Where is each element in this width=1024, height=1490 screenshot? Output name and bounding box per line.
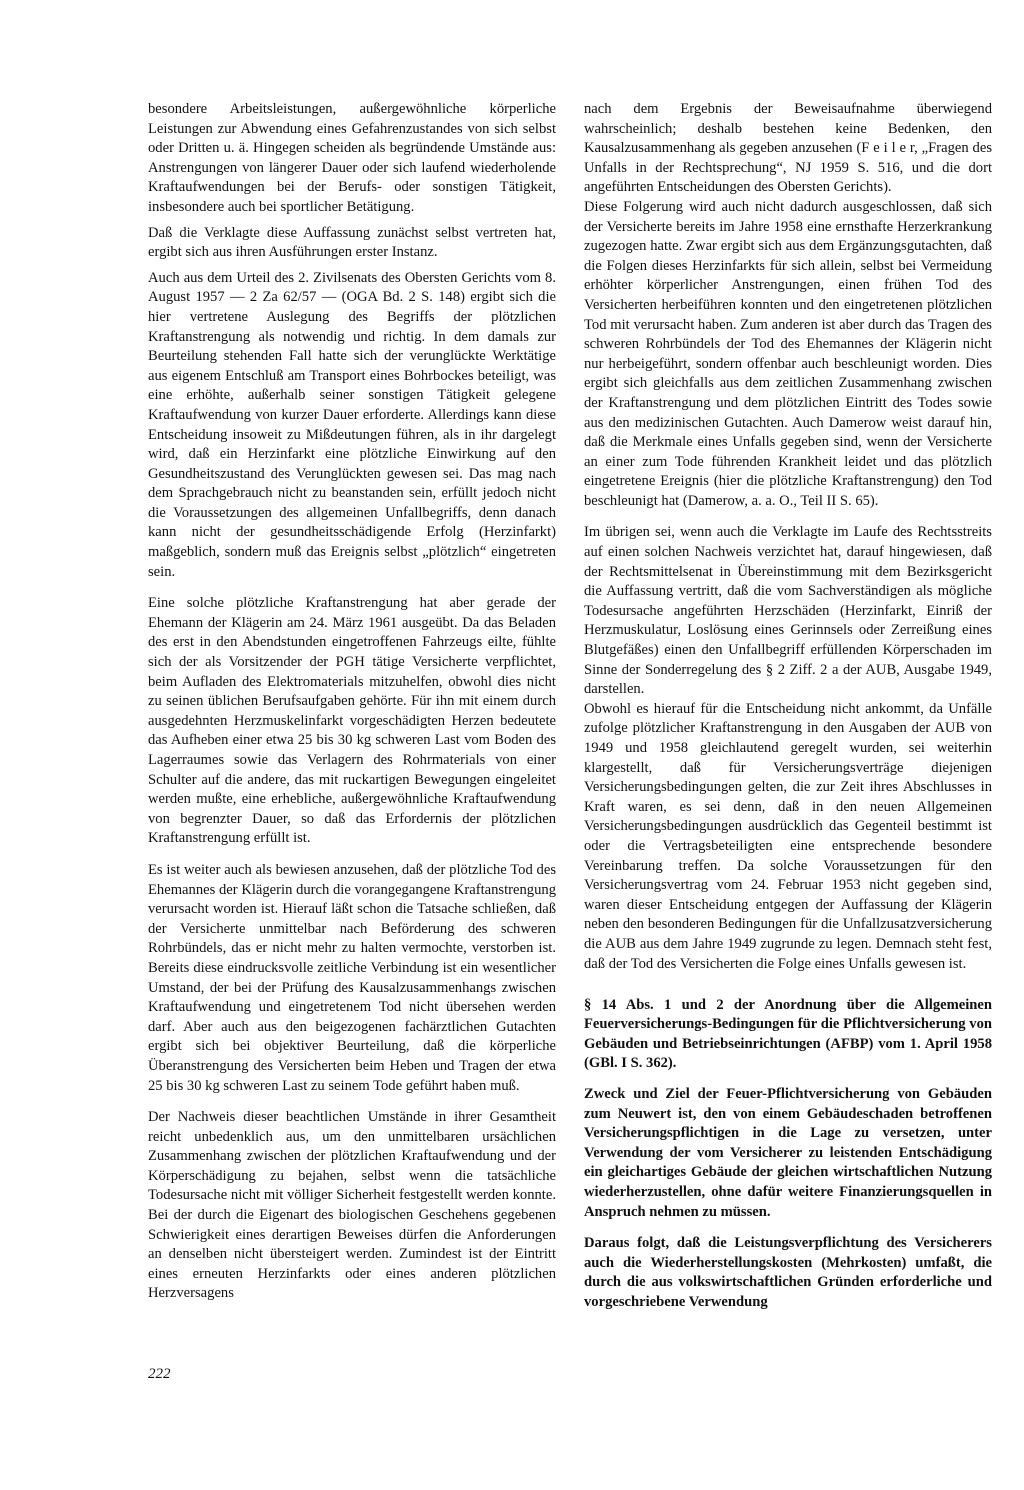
paragraph: Eine solche plötzliche Kraftanstrengung hat aber gerade der Ehemann der Klägerin am 24. März 1961 ausgeübt. Da das Beladen des erst in den Abendstunden eingetroffenen Fahrzeugs eilte, fühlte sich der als Vorsitzender der PGH tätige Versicherte verpflichtet, beim Aufladen des Elektromaterials mitzuhelfen, obwohl dies nicht zu seinen üblichen Berufsaufgaben gehörte. Für ihn mit einem durch ausgedehnten Herzmuskelinfarkt vorgeschädigten Herzen bedeutete das Aufheben einer etwa 25 bis 30 kg schweren Last vom Boden des Lagerraumes sowie das Verlagern des Rohrmaterials von einer Schulter auf die andere, das mit ruckartigen Bewegungen eingeleitet werden mußte, eine erhebliche, außergewöhnliche Kraftaufwendung von begrenzter Dauer, so daß das Erfordernis der plötzlichen Kraftanstrengung erfüllt ist. xyxy=(148,595,556,847)
paragraph: Auch aus dem Urteil des 2. Zivilsenats des Obersten Gerichts vom 8. August 1957 — 2 Za 62/57 — (OGA Bd. 2 S. 148) ergibt sich die hier vertretene Auslegung des Begriffs der plötzlichen Kraftanstrengung als notwendig und richtig. In dem damals zur Beurteilung stehenden Fall hatte sich der verunglückte Werktätige aus eigenem Entschluß am Transport eines Bohrbockes beteiligt, was eine erhöhte, außerhalb seiner sonstigen Tätigkeit gelegene Kraftaufwendung von kurzer Dauer erforderte. Allerdings kann diese Entscheidung insoweit zu Mißdeutungen führen, als in ihr dargelegt wird, daß ein Herzinfarkt eine plötzliche Einwirkung auf den Gesundheitszustand des Verunglückten gewesen sei. Das mag nach dem Sprachgebrauch nicht zu beanstanden sein, erfüllt jedoch nicht die Voraussetzungen des allgemeinen Unfallbegriffs, denn danach kann nicht der gesundheitsschädigende Erfolg (Herzinfarkt) maßgeblich, sondern muß das Ereignis selbst „plötzlich“ eingetreten sein. xyxy=(148,269,556,580)
section-heading: § 14 Abs. 1 und 2 der Anordnung über die Allgemeinen Feuerversicherungs-Bedingungen für die Pflichtversicherung von Gebäuden und Betriebseinrichtungen (AFBP) vom 1. April 1958 (GBl. I S. 362). xyxy=(584,997,992,1071)
page-number: 222 xyxy=(148,1366,171,1382)
paragraph: nach dem Ergebnis der Beweisaufnahme überwiegend wahrscheinlich; deshalb bestehen keine Bedenken, den Kausalzusammenhang als gegeben anzusehen (F e i l e r, „Fragen des Unfalls in der Rechtsprechung“, NJ 1959 S. 516, und die dort angeführten Entscheidungen des Obersten Gerichts). xyxy=(584,101,992,196)
paragraph: Obwohl es hierauf für die Entscheidung nicht ankommt, da Unfälle zufolge plötzlicher Kraftanstrengung in den Ausgaben der AUB von 1949 und 1958 gleichlautend geregelt wurden, sei weiterhin klargestellt, daß für Versicherungsverträge diejenigen Versicherungsbedingungen gelten, die zur Zeit ihres Abschlusses in Kraft waren, es sei denn, daß in den neuen Allgemeinen Versicherungsbedingungen ausdrücklich das Gegenteil bestimmt ist oder die Vertragsbeteiligten eine entsprechende besondere Vereinbarung treffen. Da solche Voraussetzungen für den Versicherungsvertrag vom 24. Februar 1953 nicht gegeben sind, waren dieser Entscheidung entgegen der Auffassung der Klägerin neben den besonderen Bedingungen für die Unfallzusatzversicherung die AUB aus dem Jahre 1949 zugrunde zu legen. Demnach steht fest, daß der Tod des Versicherten die Folge eines Unfalls gewesen ist. xyxy=(584,700,992,972)
paragraph: Im übrigen sei, wenn auch die Verklagte im Laufe des Rechtsstreits auf einen solchen Nachweis verzichtet hat, darauf hingewiesen, daß der Rechtsmittelsenat in Übereinstimmung mit dem Bezirksgericht die Auffassung vertritt, daß die vom Sachverständigen als mögliche Todesursache angeführten Herzschäden (Herzinfarkt, Einriß der Herzmuskulatur, Loslösung eines Gerinnsels oder Zerreißung eines Blutgefäßes) einen den Unfallbegriff erfüllenden Körperschaden im Sinne der Sonderregelung des § 2 Ziff. 2 a der AUB, Ausgabe 1949, darstellen. xyxy=(584,524,992,698)
paragraph: besondere Arbeitsleistungen, außergewöhnliche körperliche Leistungen zur Abwendung eines Gefahrenzustandes von sich selbst oder Dritten u. ä. Hingegen scheiden als begründende Umstände aus: Anstrengungen von längerer Dauer oder sich laufend wiederholende Kraftaufwendungen bei der Berufs- oder sonstigen Tätigkeit, insbesondere auch bei sportlicher Betätigung. xyxy=(148,101,556,215)
leitsatz: Daraus folgt, daß die Leistungsverpflichtung des Versicherers auch die Wiederherstellungskosten (Mehrkosten) umfaßt, die durch die aus volkswirtschaftlichen Gründen erforderliche und vorgeschriebene Verwendung xyxy=(584,1235,992,1310)
paragraph: Der Nachweis dieser beachtlichen Umstände in ihrer Gesamtheit reicht unbedenklich aus, um den unmittelbaren ursächlichen Zusammenhang zwischen der plötzlichen Kraftaufwendung und der Körperschädigung zu bejahen, selbst wenn die tatsächliche Todesursache nicht mit völliger Sicherheit festgestellt werden konnte. Bei der durch die Eigenart des biologischen Geschehens gegebenen Schwierigkeit eines derartigen Beweises dürfen die Anforderungen an denselben nicht übersteigert werden. Zumindest ist der Eintritt eines erneuten Herzinfarkts oder eines anderen plötzlichen Herzversagens xyxy=(148,1109,556,1302)
paragraph: Daß die Verklagte diese Auffassung zunächst selbst vertreten hat, ergibt sich aus ihren Ausführungen erster Instanz. xyxy=(148,224,556,261)
leitsatz: Zweck und Ziel der Feuer-Pflichtversicherung von Gebäuden zum Neuwert ist, den von einem Gebäudeschaden betroffenen Versicherungspflichtigen in die Lage zu versetzen, unter Verwendung der vom Versicherer zu leistenden Entschädigung ein gleichartiges Gebäude der gleichen wirtschaftlichen Nutzung wiederherzustellen, ohne dafür weitere Finanzierungsquellen in Anspruch nehmen zu müssen. xyxy=(584,1085,992,1220)
paragraph: Diese Folgerung wird auch nicht dadurch ausgeschlossen, daß sich der Versicherte bereits im Jahre 1958 eine ernsthafte Herzerkrankung zugezogen hatte. Zwar ergibt sich aus dem Ergänzungsgutachten, daß die Folgen dieses Herzinfarkts für sich allein, selbst bei Vermeidung erhöhter körperlicher Anstrengungen, einen frühen Tod des Versicherten herbeiführen konnten und den eingetretenen plötzlichen Tod mit verursacht haben. Zum anderen ist aber durch das Tragen des schweren Rohrbündels der Tod des Ehemannes der Klägerin nicht nur herbeigeführt, sondern offenbar auch beschleunigt worden. Dies ergibt sich gleichfalls aus dem zeitlichen Zusammenhang zwischen der Kraftanstrengung und dem plötzlichen Eintritt des Todes sowie aus den medizinischen Gutachten. Auch Damerow weist darauf hin, daß die Merkmale eines Unfalls gegeben sind, wenn der Versicherte an einer zum Tode führenden Krankheit leidet und das plötzlich eingetretene Ereignis (hier die plötzliche Kraftanstrengung) den Tod beschleunigt hat (Damerow, a. a. O., Teil II S. 65). xyxy=(584,198,992,509)
right-column xyxy=(584,100,992,1318)
left-column xyxy=(148,100,556,1310)
paragraph: Es ist weiter auch als bewiesen anzusehen, daß der plötzliche Tod des Ehemannes der Klägerin durch die vorangegangene Kraftanstrengung verursacht worden ist. Hierauf läßt schon die Tatsache schließen, daß der Versicherte unmittelbar nach Beförderung des schweren Rohrbündels, das er nicht mehr zu halten vermochte, verstorben ist. Bereits diese eindrucksvolle zeitliche Verbindung ist ein wesentlicher Umstand, der bei der Prüfung des Kausalzusammenhangs zwischen Kraftaufwendung und eingetretenem Tod nicht übersehen werden darf. Aber auch aus den beigezogenen fachärztlichen Gutachten ergibt sich bei objektiver Beurteilung, daß die körperliche Überanstrengung des Versicherten beim Heben und Tragen der etwa 25 bis 30 kg schweren Last zu seinem Tode geführt haben muß. xyxy=(148,861,556,1094)
